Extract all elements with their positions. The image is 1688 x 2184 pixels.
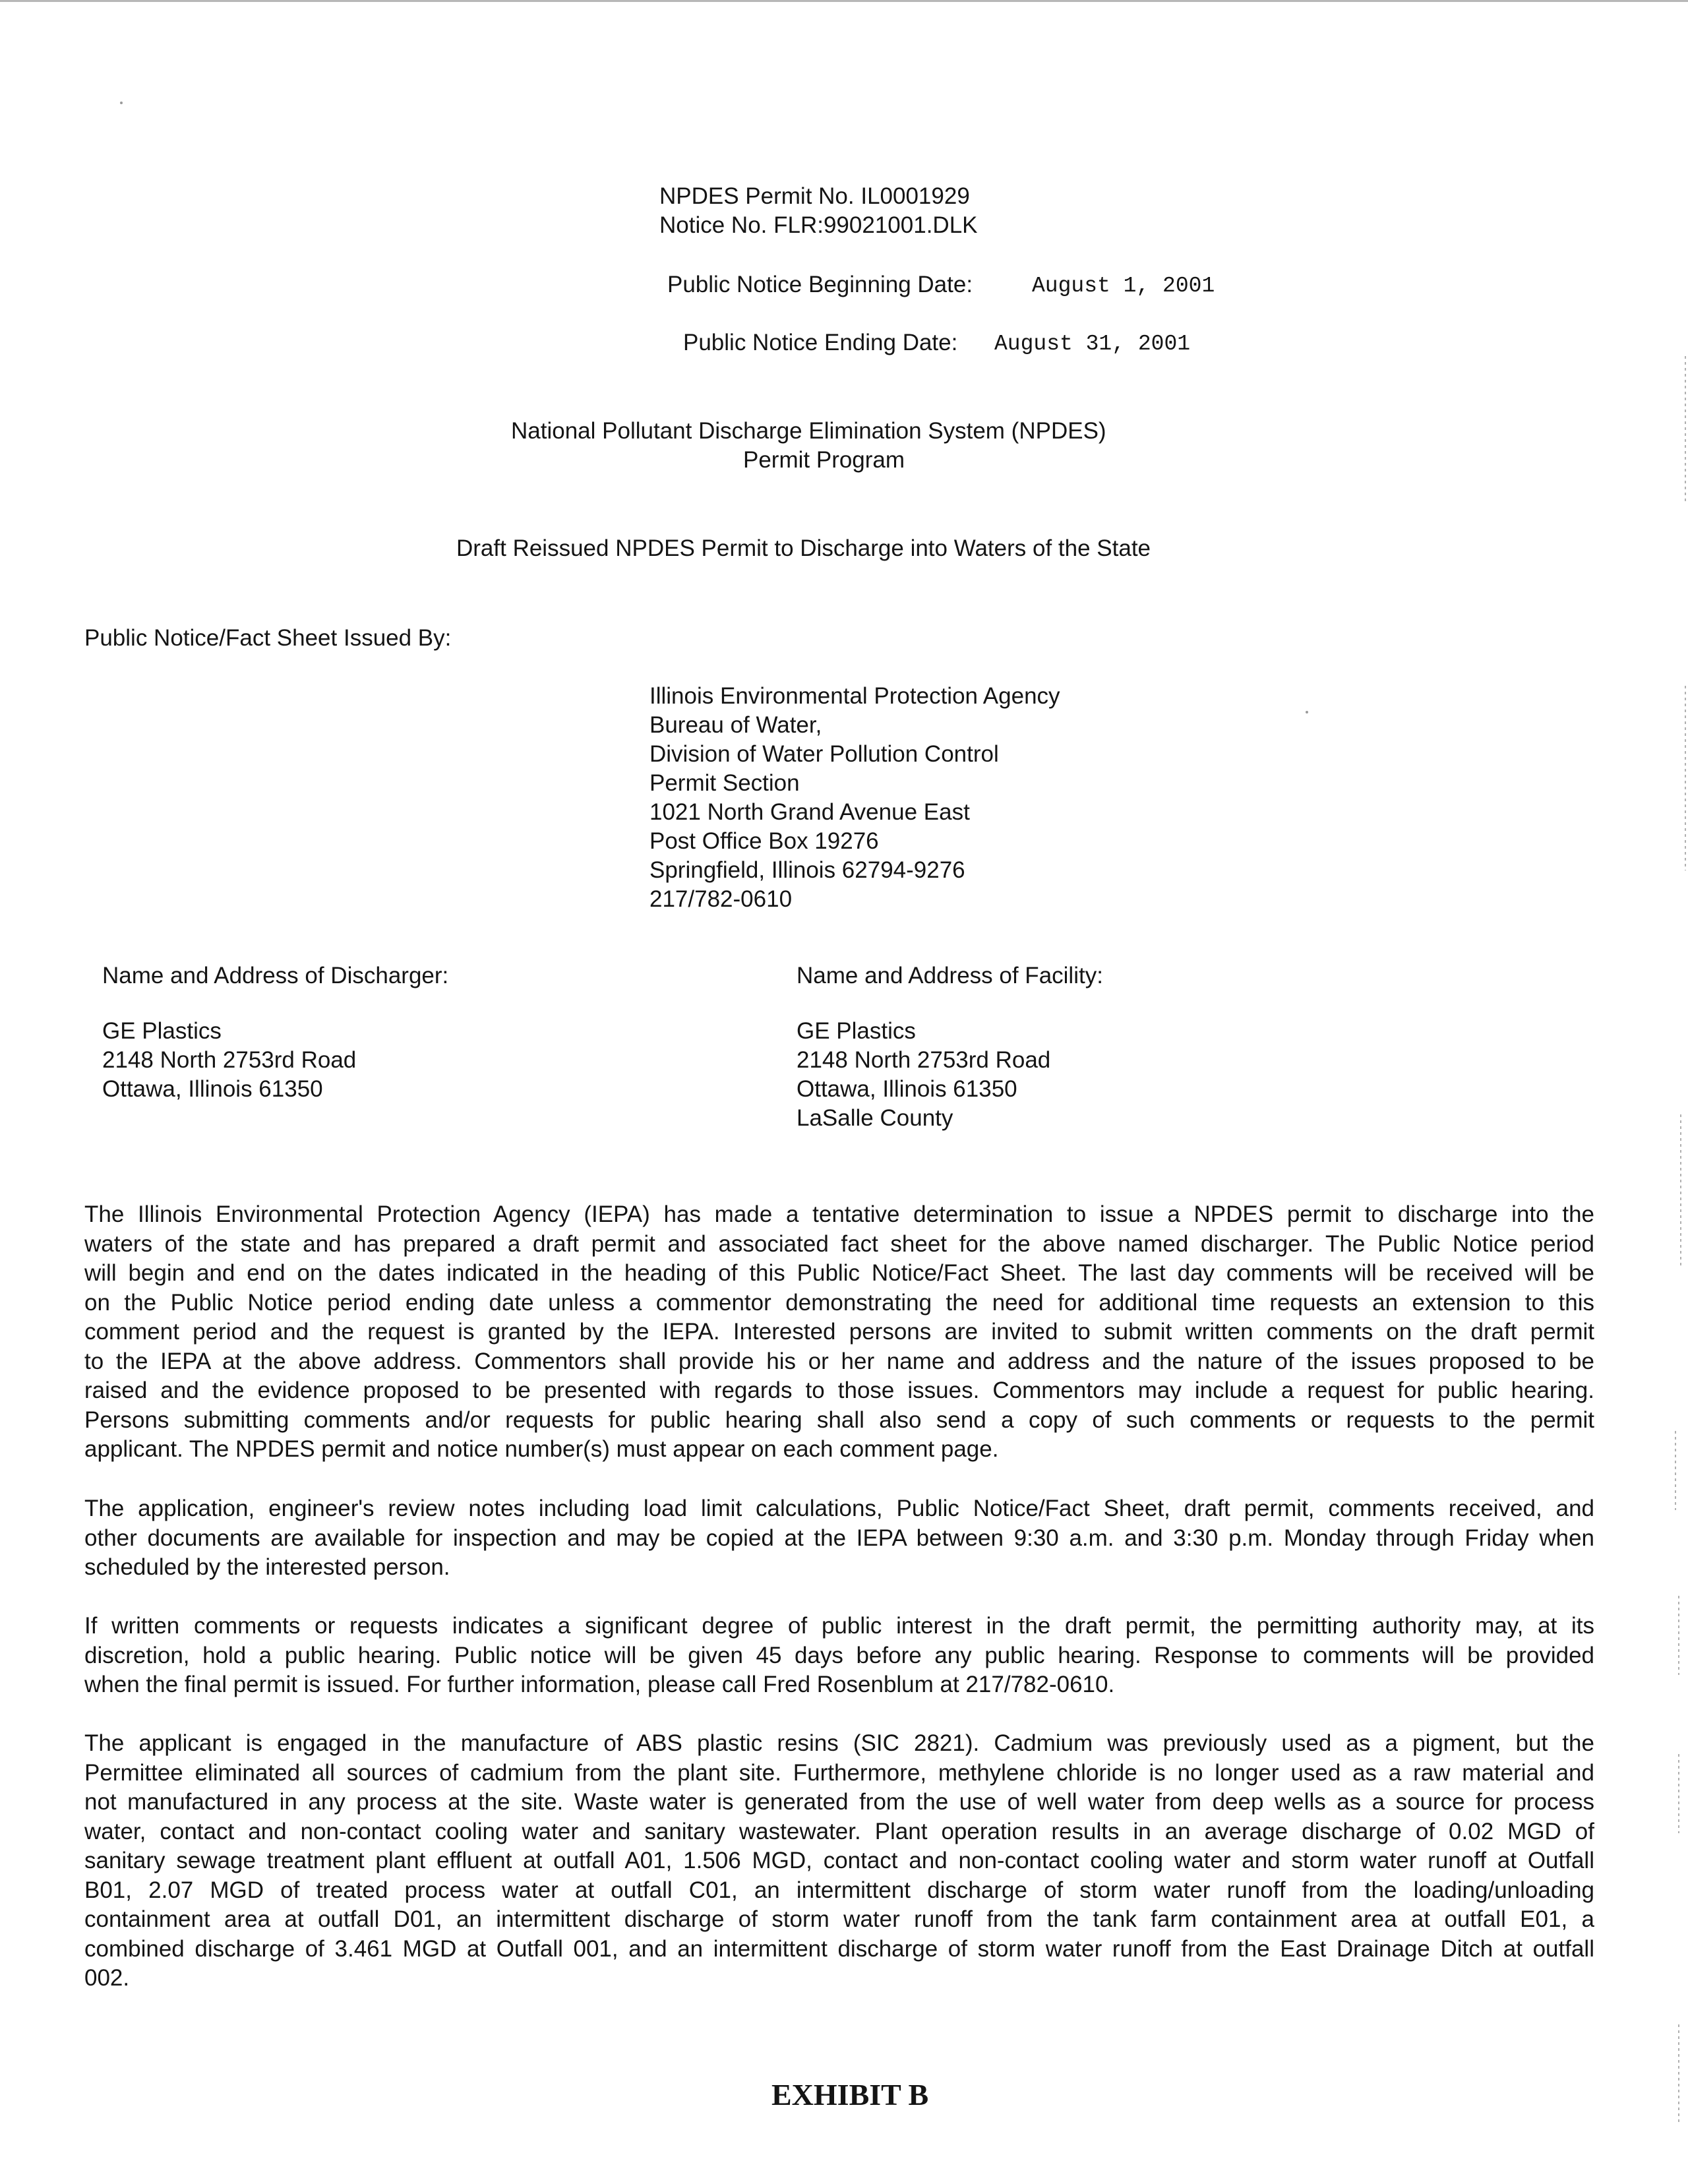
paragraph-line: The applicant is engaged in the manufacture of ABS plastic resins (SIC 2821). Cadmium was previously used as a pigment, but the [84,1730,1594,1756]
facility-line: GE Plastics [797,1018,916,1044]
discharger-line: Ottawa, Illinois 61350 [102,1076,323,1102]
scan-edge-marks [1675,1431,1676,1510]
discharger-label: Name and Address of Discharger: [102,963,449,988]
discharger-line: 2148 North 2753rd Road [102,1047,357,1073]
paragraph-line: to the IEPA at the above address. Commentors shall provide his or her name and address and the nature of the issues proposed to be [84,1348,1594,1374]
scan-edge-marks [1680,1114,1681,1266]
paragraph-line: will begin and end on the dates indicated in the heading of this Public Notice/Fact Sheet. The last day comments will be received will be [84,1260,1594,1286]
issuer-line: Permit Section [649,770,800,796]
issuer-line: Illinois Environmental Protection Agency [649,683,1060,709]
paragraph-line: The application, engineer's review notes including load limit calculations, Public Notice/Fact Sheet, draft permit, comments received, and [84,1496,1594,1521]
paragraph-applicant [84,1729,1594,1993]
scan-edge-marks [1678,2024,1679,2123]
facility-line: Ottawa, Illinois 61350 [797,1076,1017,1102]
paragraph-inspection [84,1494,1594,1583]
paragraph-line: The Illinois Environmental Protection Agency (IEPA) has made a tentative determination to issue a NPDES permit to discharge into the [84,1201,1594,1227]
paragraph-line: not manufactured in any process at the site. Waste water is generated from the use of well water from deep wells as a source for process [84,1789,1594,1815]
end-date-value: August 31, 2001 [994,332,1191,356]
paragraph-line: other documents are available for inspection and may be copied at the IEPA between 9:30 a.m. and 3:30 p.m. Monday through Friday when [84,1525,1594,1551]
scan-edge-marks [1678,1596,1679,1675]
scan-speck [1306,711,1308,713]
begin-date-value: August 1, 2001 [1032,274,1215,298]
paragraph-public-notice [84,1200,1594,1465]
permit-number: NPDES Permit No. IL0001929 [659,183,970,209]
issuer-line: 217/782-0610 [649,886,793,912]
scan-edge-line [0,0,1688,2]
issuer-line: Division of Water Pollution Control [649,741,999,767]
issuer-line: Springfield, Illinois 62794-9276 [649,857,965,883]
paragraph-line: scheduled by the interested person. [84,1554,450,1580]
paragraph-line: containment area at outfall D01, an intermittent discharge of storm water runoff from the tank farm containment area at outfall E01, a [84,1906,1594,1932]
facility-line: 2148 North 2753rd Road [797,1047,1051,1073]
paragraph-line: sanitary sewage treatment plant effluent at outfall A01, 1.506 MGD, contact and non-contact cooling water and storm water runoff at Outfall [84,1848,1594,1873]
paragraph-line: 002. [84,1965,130,1991]
paragraph-line: water, contact and non-contact cooling water and sanitary wastewater. Plant operation results in an average discharge of 0.02 MGD of [84,1818,1594,1844]
paragraph-line: combined discharge of 3.461 MGD at Outfall 001, and an intermittent discharge of storm water runoff from the East Drainage Ditch at outfall [84,1935,1594,1962]
paragraph-line: Permittee eliminated all sources of cadmium from the plant site. Furthermore, methylene chloride is no longer used as a raw material and [84,1759,1594,1786]
paragraph-line: comment period and the request is granted by the IEPA. Interested persons are invited to submit written comments on the draft permit [84,1319,1594,1345]
paragraph-line: waters of the state and has prepared a draft permit and associated fact sheet for the above named discharger. The Public Notice period [84,1230,1594,1257]
begin-date-label: Public Notice Beginning Date: [667,272,973,297]
facility-line: LaSalle County [797,1105,953,1131]
paragraph-line: when the final permit is issued. For further information, please call Fred Rosenblum at 217/782-0610. [84,1672,1115,1697]
paragraph-line: raised and the evidence proposed to be presented with regards to those issues. Commentors may include a request for public hearing. [84,1378,1594,1403]
exhibit-label: EXHIBIT B [771,2078,929,2111]
issuer-label: Public Notice/Fact Sheet Issued By: [84,625,452,651]
paragraph-line: Persons submitting comments and/or requests for public hearing shall also send a copy of such comments or requests to the permit [84,1407,1594,1433]
scan-edge-marks [1685,356,1686,501]
paragraph-line: applicant. The NPDES permit and notice number(s) must appear on each comment page. [84,1436,999,1462]
paragraph-line: discretion, hold a public hearing. Public notice will be given 45 days before any public hearing. Response to comments will be provided [84,1642,1594,1668]
paragraph-line: B01, 2.07 MGD of treated process water at outfall C01, an intermittent discharge of storm water runoff from the loading/unloading [84,1877,1594,1903]
scan-edge-marks [1678,1754,1679,1833]
program-title: National Pollutant Discharge Elimination System (NPDES) [511,418,1106,444]
issuer-line: Post Office Box 19276 [649,828,879,854]
issuer-line: 1021 North Grand Avenue East [649,799,970,825]
discharger-line: GE Plastics [102,1018,222,1044]
scan-speck [120,102,123,104]
issuer-line: Bureau of Water, [649,712,822,738]
scan-edge-marks [1685,686,1686,870]
notice-number: Notice No. FLR:99021001.DLK [659,212,978,238]
paragraph-line: If written comments or requests indicates a significant degree of public interest in the draft permit, the permitting authority may, at its [84,1613,1594,1639]
end-date-label: Public Notice Ending Date: [683,330,958,355]
program-subtitle: Permit Program [743,447,905,473]
facility-label: Name and Address of Facility: [797,963,1103,988]
paragraph-line: on the Public Notice period ending date unless a commentor demonstrating the need for additional time requests an extension to this [84,1289,1594,1316]
document-title: Draft Reissued NPDES Permit to Discharge into Waters of the State [456,535,1151,561]
paragraph-hearing [84,1612,1594,1700]
